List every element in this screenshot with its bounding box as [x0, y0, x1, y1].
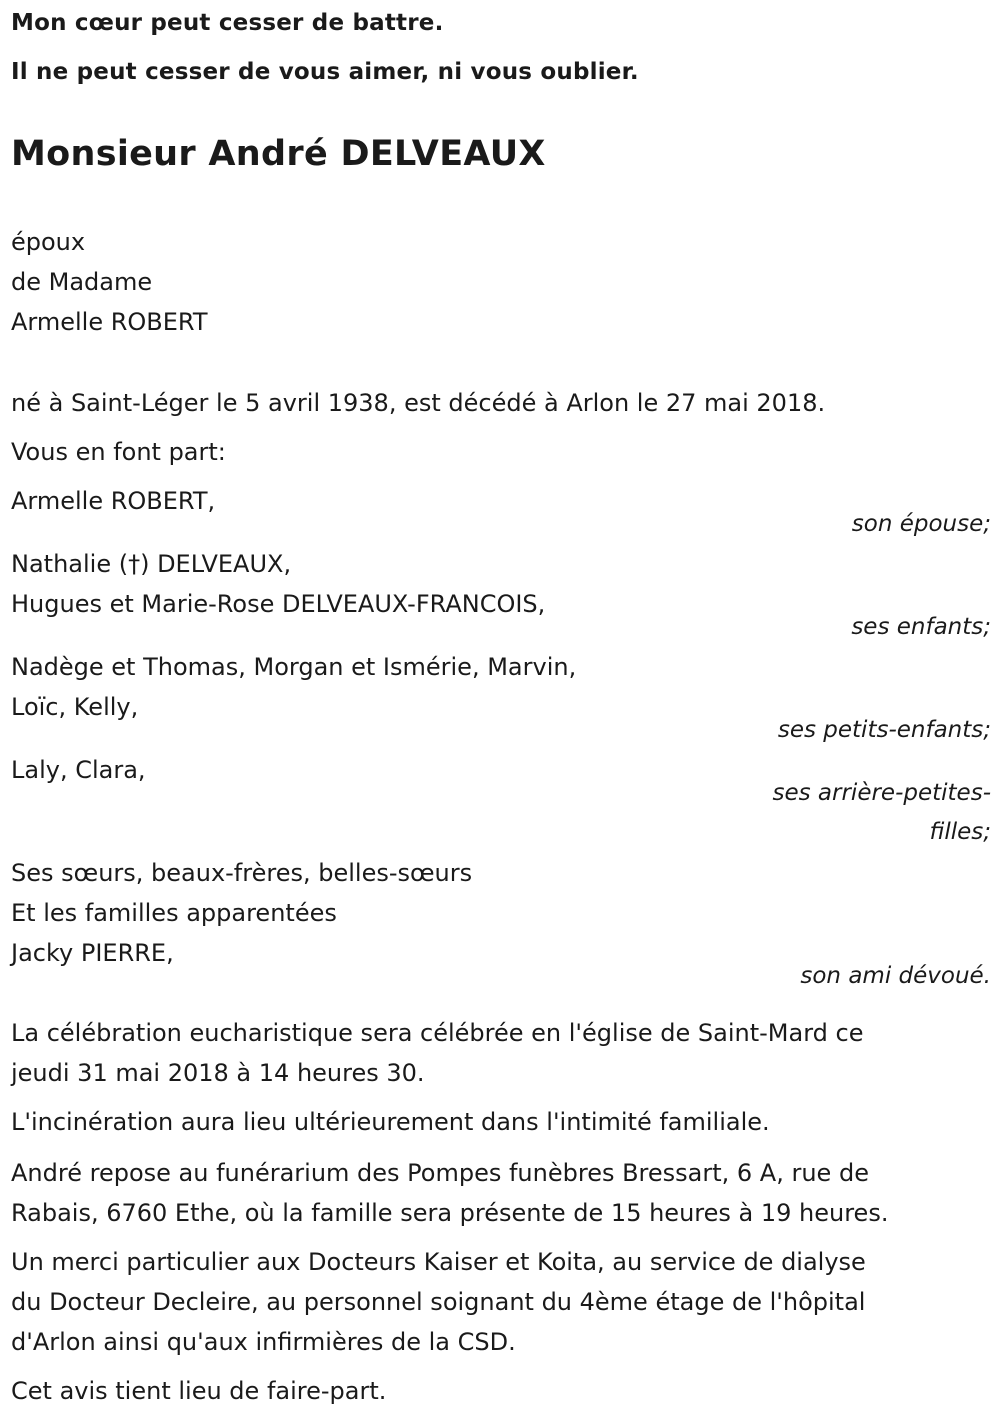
- family-line: Nathalie (†) DELVEAUX,: [11, 550, 292, 578]
- family-line: Nadège et Thomas, Morgan et Ismérie, Marvin,: [11, 653, 577, 681]
- family-line: Et les familles apparentées: [11, 899, 337, 927]
- spouse-line-2: de Madame: [11, 268, 153, 296]
- spouse-line-3: Armelle ROBERT: [11, 308, 208, 336]
- family-line: Armelle ROBERT,: [11, 487, 216, 515]
- paragraph-line: Cet avis tient lieu de faire-part.: [11, 1377, 387, 1405]
- family-role-grandchildren: ses petits-enfants;: [777, 717, 991, 743]
- paragraph-line: d'Arlon ainsi qu'aux infirmières de la CSD.: [11, 1328, 516, 1356]
- paragraph-funerarium: [11, 1153, 991, 1233]
- deceased-name: Monsieur André DELVEAUX: [11, 134, 546, 174]
- family-role-great-grandchildren-line-2: filles;: [929, 819, 991, 845]
- paragraph-line: La célébration eucharistique sera célébrée en l'église de Saint-Mard ce: [11, 1019, 864, 1047]
- family-role-great-grandchildren-line-1: ses arrière-petites-: [772, 780, 991, 806]
- paragraph-closing: [11, 1371, 991, 1411]
- spouse-line-1: époux: [11, 228, 86, 256]
- quote-line-1: Mon cœur peut cesser de battre.: [11, 10, 444, 36]
- paragraph-incineration: [11, 1102, 991, 1142]
- paragraph-line: du Docteur Decleire, au personnel soignant du 4ème étage de l'hôpital: [11, 1288, 866, 1316]
- family-role-children: ses enfants;: [851, 614, 991, 640]
- quote-line-2: Il ne peut cesser de vous aimer, ni vous oublier.: [11, 59, 639, 85]
- announce-intro: Vous en font part:: [11, 438, 226, 466]
- paragraph-line: André repose au funérarium des Pompes funèbres Bressart, 6 A, rue de: [11, 1159, 869, 1187]
- paragraph-thanks: [11, 1242, 991, 1362]
- paragraph-line: jeudi 31 mai 2018 à 14 heures 30.: [11, 1059, 425, 1087]
- paragraph-line: L'incinération aura lieu ultérieurement dans l'intimité familiale.: [11, 1108, 770, 1136]
- family-line: Jacky PIERRE,: [11, 939, 174, 967]
- paragraph-line: Un merci particulier aux Docteurs Kaiser et Koita, au service de dialyse: [11, 1248, 866, 1276]
- family-role-friend: son ami dévoué.: [800, 963, 991, 989]
- paragraph-celebration: [11, 1013, 991, 1093]
- paragraph-line: Rabais, 6760 Ethe, où la famille sera présente de 15 heures à 19 heures.: [11, 1199, 889, 1227]
- birth-death-statement: né à Saint-Léger le 5 avril 1938, est décédé à Arlon le 27 mai 2018.: [11, 389, 826, 417]
- family-line: Hugues et Marie-Rose DELVEAUX-FRANCOIS,: [11, 590, 546, 618]
- family-line: Ses sœurs, beaux-frères, belles-sœurs: [11, 859, 473, 887]
- family-line: Loïc, Kelly,: [11, 693, 139, 721]
- family-line: Laly, Clara,: [11, 756, 146, 784]
- family-role-spouse: son épouse;: [851, 511, 991, 537]
